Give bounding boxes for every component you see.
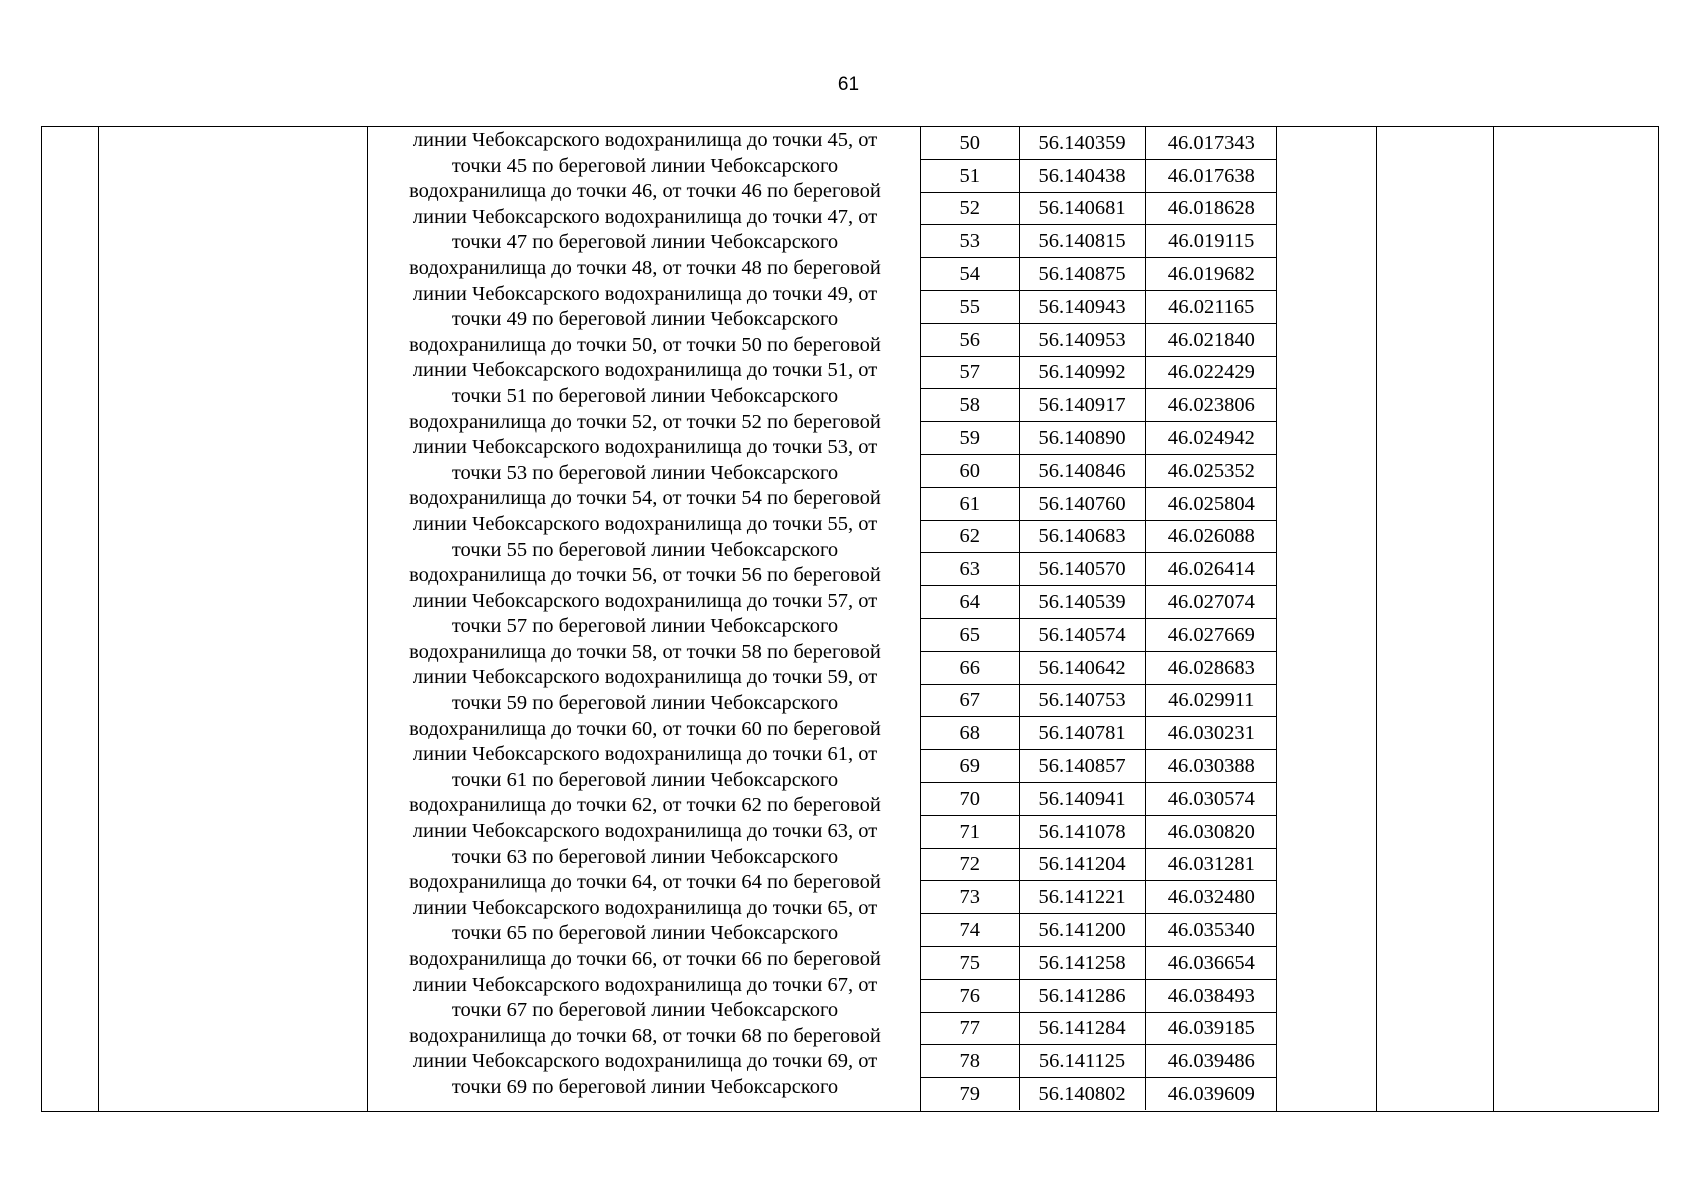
latitude-value: 56.140815 xyxy=(1019,225,1145,258)
latitude-value: 56.140953 xyxy=(1019,323,1145,356)
description-line: линии Чебоксарского водохранилища до точки 63, от xyxy=(412,820,878,843)
description-line: точки 65 по береговой линии Чебоксарского xyxy=(451,922,839,945)
point-number: 62 xyxy=(921,520,1019,553)
coordinate-row xyxy=(921,422,1277,455)
latitude-value: 56.140760 xyxy=(1019,487,1145,520)
description-line: водохранилища до точки 58, от точки 58 по береговой xyxy=(409,640,881,663)
latitude-value: 56.140857 xyxy=(1019,750,1145,783)
description-line: линии Чебоксарского водохранилища до точки 61, от xyxy=(412,743,878,766)
longitude-value: 46.029911 xyxy=(1145,684,1277,717)
description-line: водохранилища до точки 46, от точки 46 по береговой xyxy=(409,180,881,203)
description-line: водохранилища до точки 64, от точки 64 по береговой xyxy=(409,871,881,894)
longitude-value: 46.022429 xyxy=(1145,356,1277,389)
description-line: точки 57 по береговой линии Чебоксарского xyxy=(451,615,839,638)
coordinate-row xyxy=(921,684,1277,717)
latitude-value: 56.140943 xyxy=(1019,290,1145,323)
description-line: точки 63 по береговой линии Чебоксарского xyxy=(451,845,839,868)
coordinate-row xyxy=(921,946,1277,979)
latitude-value: 56.140681 xyxy=(1019,192,1145,225)
point-number: 79 xyxy=(959,1083,980,1105)
point-number: 73 xyxy=(921,881,1019,914)
description-line: точки 53 по береговой линии Чебоксарского xyxy=(451,461,839,484)
point-number: 66 xyxy=(921,651,1019,684)
point-number: 52 xyxy=(921,192,1019,225)
description-line: линии Чебоксарского водохранилища до точки 67, от xyxy=(412,973,878,996)
description-line: линии Чебоксарского водохранилища до точки 51, от xyxy=(412,359,878,382)
coordinate-row xyxy=(921,881,1277,914)
description-line: водохранилища до точки 50, от точки 50 по береговой xyxy=(409,333,881,356)
longitude-value: 46.039486 xyxy=(1145,1045,1277,1078)
latitude-value: 56.140941 xyxy=(1019,782,1145,815)
description-line: линии Чебоксарского водохранилища до точки 55, от xyxy=(412,512,878,535)
longitude-value: 46.021840 xyxy=(1145,323,1277,356)
point-number: 77 xyxy=(921,1012,1019,1045)
latitude-value: 56.140438 xyxy=(1019,159,1145,192)
point-number: 74 xyxy=(921,914,1019,947)
description-line: линии Чебоксарского водохранилища до точки 69, от xyxy=(412,1050,878,1073)
coordinate-row xyxy=(921,323,1277,356)
description-line: точки 69 по береговой линии Чебоксарского xyxy=(451,1075,839,1098)
coordinates-table xyxy=(921,127,1277,1110)
latitude-value: 56.141258 xyxy=(1019,946,1145,979)
longitude-value: 46.039609 xyxy=(1167,1083,1255,1105)
point-number: 59 xyxy=(921,422,1019,455)
longitude-value: 46.030231 xyxy=(1145,717,1277,750)
longitude-value: 46.030574 xyxy=(1145,782,1277,815)
coordinate-row xyxy=(921,1078,1277,1110)
description-line: водохранилища до точки 68, от точки 68 по береговой xyxy=(409,1024,881,1047)
point-number: 78 xyxy=(921,1045,1019,1078)
coordinate-row xyxy=(921,290,1277,323)
longitude-value: 46.018628 xyxy=(1145,192,1277,225)
longitude-value: 46.017638 xyxy=(1145,159,1277,192)
coordinate-row xyxy=(921,487,1277,520)
latitude-value: 56.141204 xyxy=(1019,848,1145,881)
coordinate-row xyxy=(921,225,1277,258)
latitude-value: 56.140875 xyxy=(1019,258,1145,291)
latitude-value: 56.140683 xyxy=(1019,520,1145,553)
point-number: 70 xyxy=(921,782,1019,815)
longitude-value: 46.039185 xyxy=(1145,1012,1277,1045)
longitude-value: 46.019682 xyxy=(1145,258,1277,291)
description-line: точки 55 по береговой линии Чебоксарского xyxy=(451,538,839,561)
coordinate-row xyxy=(921,1045,1277,1078)
empty-cell-name xyxy=(99,127,368,1112)
longitude-value: 46.026088 xyxy=(1145,520,1277,553)
point-number: 71 xyxy=(921,815,1019,848)
description-cell xyxy=(368,127,921,1112)
point-number: 75 xyxy=(921,946,1019,979)
longitude-value: 46.025804 xyxy=(1145,487,1277,520)
description-line: водохранилища до точки 66, от точки 66 по береговой xyxy=(409,948,881,970)
coordinate-row xyxy=(921,651,1277,684)
description-line: линии Чебоксарского водохранилища до точки 47, от xyxy=(412,205,878,228)
point-number: 54 xyxy=(921,258,1019,291)
description-line: линии Чебоксарского водохранилища до точки 59, от xyxy=(412,666,878,689)
latitude-value: 56.140753 xyxy=(1019,684,1145,717)
coordinate-row xyxy=(921,389,1277,422)
page-number: 61 xyxy=(837,74,860,95)
longitude-value: 46.027669 xyxy=(1145,618,1277,651)
coordinate-row xyxy=(921,553,1277,586)
description-line: водохранилища до точки 56, от точки 56 по береговой xyxy=(409,564,881,587)
description-line: линии Чебоксарского водохранилища до точки 45, от xyxy=(412,129,878,151)
point-number: 57 xyxy=(921,356,1019,389)
latitude-value: 56.140846 xyxy=(1019,454,1145,487)
description-line: линии Чебоксарского водохранилища до точки 57, от xyxy=(412,589,878,612)
latitude-value: 56.140574 xyxy=(1019,618,1145,651)
latitude-value: 56.141284 xyxy=(1019,1012,1145,1045)
longitude-value: 46.032480 xyxy=(1145,881,1277,914)
point-number: 63 xyxy=(921,553,1019,586)
point-number: 60 xyxy=(921,454,1019,487)
longitude-value: 46.038493 xyxy=(1145,979,1277,1012)
longitude-value: 46.021165 xyxy=(1145,290,1277,323)
longitude-value: 46.028683 xyxy=(1145,651,1277,684)
point-number: 64 xyxy=(921,586,1019,619)
latitude-value: 56.141200 xyxy=(1019,914,1145,947)
description-line: точки 45 по береговой линии Чебоксарского xyxy=(451,154,839,177)
longitude-value: 46.026414 xyxy=(1145,553,1277,586)
coordinate-row xyxy=(921,979,1277,1012)
point-number: 67 xyxy=(921,684,1019,717)
latitude-value: 56.140539 xyxy=(1019,586,1145,619)
coordinate-row xyxy=(921,127,1277,159)
empty-cell-number xyxy=(42,127,99,1112)
coordinate-row xyxy=(921,586,1277,619)
coordinate-row xyxy=(921,848,1277,881)
latitude-value: 56.140359 xyxy=(1019,127,1145,159)
point-number: 69 xyxy=(921,750,1019,783)
longitude-value: 46.017343 xyxy=(1145,127,1277,159)
description-line: водохранилища до точки 54, от точки 54 по береговой xyxy=(409,487,881,510)
description-line: точки 67 по береговой линии Чебоксарского xyxy=(451,999,839,1022)
longitude-value: 46.031281 xyxy=(1145,848,1277,881)
latitude-value: 56.141286 xyxy=(1019,979,1145,1012)
description-line: водохранилища до точки 60, от точки 60 по береговой xyxy=(409,717,881,740)
point-number: 58 xyxy=(921,389,1019,422)
empty-cell-extra-2 xyxy=(1377,127,1494,1112)
latitude-value: 56.141078 xyxy=(1019,815,1145,848)
longitude-value: 46.019115 xyxy=(1145,225,1277,258)
description-line: точки 61 по береговой линии Чебоксарского xyxy=(451,768,839,791)
longitude-value: 46.025352 xyxy=(1145,454,1277,487)
latitude-value: 56.141221 xyxy=(1019,881,1145,914)
description-line: водохранилища до точки 48, от точки 48 по береговой xyxy=(409,256,881,279)
description-line: точки 49 по береговой линии Чебоксарского xyxy=(451,308,839,331)
coordinate-row xyxy=(921,914,1277,947)
point-number: 53 xyxy=(921,225,1019,258)
point-number: 76 xyxy=(921,979,1019,1012)
longitude-value: 46.030388 xyxy=(1145,750,1277,783)
description-line: линии Чебоксарского водохранилища до точки 65, от xyxy=(412,896,878,919)
boundary-description xyxy=(368,127,920,1101)
coordinate-row xyxy=(921,356,1277,389)
table-row xyxy=(42,127,1659,1112)
description-line: водохранилища до точки 62, от точки 62 по береговой xyxy=(409,794,881,817)
coordinate-row xyxy=(921,520,1277,553)
longitude-value: 46.027074 xyxy=(1145,586,1277,619)
empty-cell-extra-3 xyxy=(1494,127,1659,1112)
point-number: 56 xyxy=(921,323,1019,356)
latitude-value: 56.141125 xyxy=(1019,1045,1145,1078)
description-line: водохранилища до точки 52, от точки 52 по береговой xyxy=(409,410,881,433)
coordinate-row xyxy=(921,717,1277,750)
point-number: 51 xyxy=(921,159,1019,192)
point-number: 68 xyxy=(921,717,1019,750)
coordinate-row xyxy=(921,815,1277,848)
point-number: 65 xyxy=(921,618,1019,651)
latitude-value: 56.140781 xyxy=(1019,717,1145,750)
longitude-value: 46.024942 xyxy=(1145,422,1277,455)
longitude-value: 46.035340 xyxy=(1145,914,1277,947)
point-number: 55 xyxy=(921,290,1019,323)
coordinate-row xyxy=(921,1012,1277,1045)
coordinate-row xyxy=(921,159,1277,192)
longitude-value: 46.030820 xyxy=(1145,815,1277,848)
description-line: линии Чебоксарского водохранилища до точки 49, от xyxy=(412,282,878,305)
description-line: точки 59 по береговой линии Чебоксарского xyxy=(451,692,839,715)
description-line: точки 51 по береговой линии Чебоксарского xyxy=(451,384,839,407)
empty-cell-extra-1 xyxy=(1277,127,1377,1112)
latitude-value: 56.140992 xyxy=(1019,356,1145,389)
coordinate-row xyxy=(921,782,1277,815)
coordinate-row xyxy=(921,750,1277,783)
boundary-table xyxy=(41,126,1659,1112)
point-number: 72 xyxy=(921,848,1019,881)
coordinates-cell xyxy=(921,127,1277,1112)
coordinate-row xyxy=(921,192,1277,225)
coordinate-row xyxy=(921,258,1277,291)
latitude-value: 56.140917 xyxy=(1019,389,1145,422)
point-number: 50 xyxy=(921,127,1019,159)
latitude-value: 56.140570 xyxy=(1019,553,1145,586)
longitude-value: 46.023806 xyxy=(1145,389,1277,422)
longitude-value: 46.036654 xyxy=(1145,946,1277,979)
description-line: точки 47 по береговой линии Чебоксарского xyxy=(451,231,839,254)
point-number: 61 xyxy=(921,487,1019,520)
coordinate-row xyxy=(921,454,1277,487)
description-line: линии Чебоксарского водохранилища до точки 53, от xyxy=(412,436,878,459)
coordinate-row xyxy=(921,618,1277,651)
latitude-value: 56.140642 xyxy=(1019,651,1145,684)
latitude-value: 56.140802 xyxy=(1019,1078,1145,1110)
latitude-value: 56.140890 xyxy=(1019,422,1145,455)
